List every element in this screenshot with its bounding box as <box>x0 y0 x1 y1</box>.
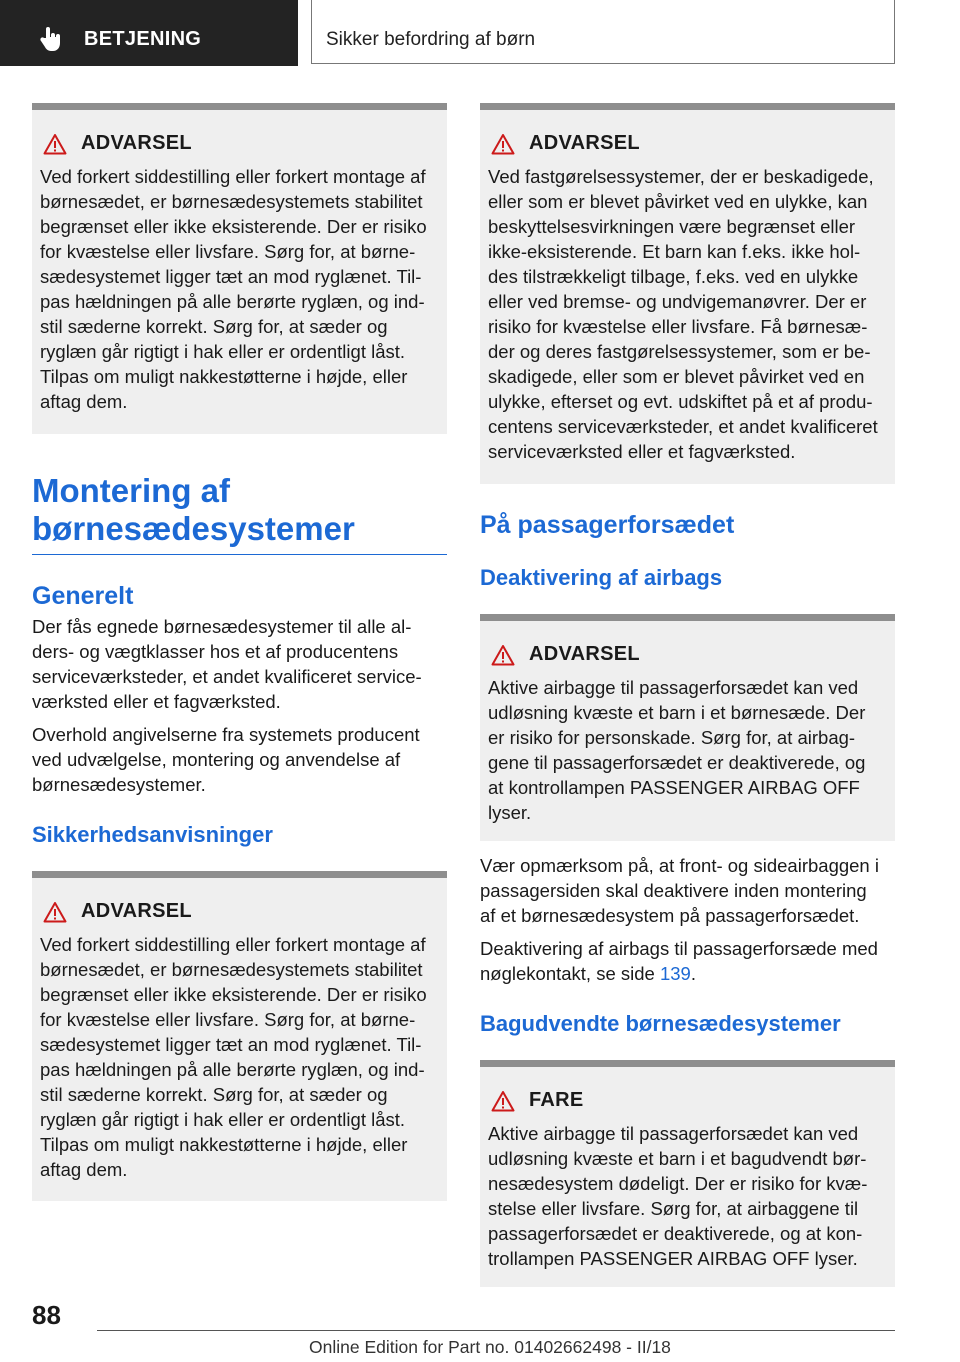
chapter-box <box>311 0 895 64</box>
text-line: stelse eller livsfare. Sørg for, at airbaggene til <box>488 1198 859 1219</box>
text-line: ulykke, efterset og evt. udskiftet på et af produ‐ <box>488 391 873 412</box>
text-line: des tilstrækkeligt tilbage, f.eks. ved en ulykke <box>488 266 859 287</box>
warning-box <box>480 614 895 841</box>
text-line: Ved fastgørelsessystemer, der er beskadigede, <box>488 166 874 187</box>
text-line: Tilpas om muligt nakkestøtterne i højde, eller <box>40 366 408 387</box>
text-line: for kvæstelse eller livsfare. Sørg for, at børne‐ <box>40 1009 416 1030</box>
warning-label: ADVARSEL <box>529 643 640 665</box>
airbag-paragraph <box>480 853 895 928</box>
warning-text <box>488 675 885 825</box>
text-line: begrænset eller ikke eksisterende. Der er risiko <box>40 984 427 1005</box>
text-line: ved udvælgelse, montering og anvendelse af <box>32 749 401 770</box>
text-line: Deaktivering af airbags til passagerforsæde med <box>480 938 878 959</box>
text-line: at kontrollampen PASSENGER AIRBAG OFF <box>488 777 860 798</box>
text-line: børnesædet, er børnesædesystemets stabilitet <box>40 191 423 212</box>
text-line: serviceværksted eller et fagværksted. <box>488 441 796 462</box>
key-switch-paragraph <box>480 936 895 986</box>
text-line: pas hældningen på alle berørte ryglæn, og ind‐ <box>40 291 425 312</box>
chapter-heading-line: børnesædesystemer <box>32 510 355 547</box>
text-line: risiko for kvæstelse eller livsfare. Få børnesæ‐ <box>488 316 868 337</box>
left-column <box>32 103 447 1201</box>
footer-divider <box>97 1330 895 1331</box>
warning-header <box>491 132 885 155</box>
text-line: nesædesystem dødeligt. Der er risiko for kvæ‐ <box>488 1173 868 1194</box>
text-line: begrænset eller ikke eksisterende. Der er risiko <box>40 216 427 237</box>
text-line: ryglæn går rigtigt i hak eller er ordentligt låst. <box>40 341 406 362</box>
text-line: Aktive airbagge til passagerforsædet kan ved <box>488 677 859 698</box>
text-line: for kvæstelse eller livsfare. Sørg for, at børne‐ <box>40 241 416 262</box>
warning-triangle-icon <box>491 133 515 155</box>
warning-triangle-icon <box>491 1090 515 1112</box>
section-tab <box>0 0 298 66</box>
chapter-heading <box>32 472 447 555</box>
danger-text <box>488 1121 885 1271</box>
text-line: udløsning kvæste et barn i et børnesæde. Der <box>488 702 866 723</box>
page-header <box>0 0 960 66</box>
text-line: passagerforsædet er deaktiverede, og at kon‐ <box>488 1223 863 1244</box>
right-column <box>480 103 895 1287</box>
danger-box <box>480 1060 895 1287</box>
edition-note: Online Edition for Part no. 01402662498 - II/18 <box>309 1337 671 1357</box>
section-title: BETJENING <box>84 28 202 50</box>
text-line: Vær opmærksom på, at front- og sideairbaggen i <box>480 855 879 876</box>
warning-triangle-icon <box>491 644 515 666</box>
warning-box <box>480 103 895 484</box>
text-line: ders- og vægtklasser hos et af producentens <box>32 641 399 662</box>
text-fragment: nøglekontakt, se side <box>480 963 660 984</box>
text-line: Der fås egnede børnesædesystemer til alle al‐ <box>32 616 412 637</box>
warning-box <box>32 103 447 434</box>
text-line: pas hældningen på alle berørte ryglæn, og ind‐ <box>40 1059 425 1080</box>
chapter-title: Sikker befordring af børn <box>326 29 536 50</box>
text-line: af et børnesædesystem på passagerforsædet. <box>480 905 860 926</box>
text-line: serviceværksteder, et andet kvalificeret service‐ <box>32 666 422 687</box>
text-fragment: . <box>690 963 696 984</box>
text-line: børnesædesystemer. <box>32 774 206 795</box>
passager-heading: På passagerforsædet <box>480 511 735 539</box>
text-line: aftag dem. <box>40 1159 128 1180</box>
text-line: Overhold angivelserne fra systemets producent <box>32 724 420 745</box>
warning-text <box>488 164 885 464</box>
generelt-paragraph-1 <box>32 614 447 714</box>
text-line: Ved forkert siddestilling eller forkert montage af <box>40 934 426 955</box>
text-line: børnesædet, er børnesædesystemets stabilitet <box>40 959 423 980</box>
text-line: Aktive airbagge til passagerforsædet kan ved <box>488 1123 859 1144</box>
text-line: værksted eller et fagværksted. <box>32 691 281 712</box>
sikkerhed-heading: Sikkerhedsanvisninger <box>32 822 273 847</box>
text-line: aftag dem. <box>40 391 128 412</box>
page-reference-link[interactable]: 139 <box>659 963 691 984</box>
text-line: gene til passagerforsædet er deaktiverede, og <box>488 752 866 773</box>
text-line: ikke-eksisterende. Et barn kan f.eks. ikke hol‐ <box>488 241 861 262</box>
text-line: centens serviceværksteder, et andet kvalificeret <box>488 416 878 437</box>
text-line: eller ved bremse- og undvigemanøvrer. Der er <box>488 291 867 312</box>
text-line: stil sæderne korrekt. Sørg for, at sæder og <box>40 316 388 337</box>
warning-header <box>491 643 885 666</box>
text-line: Tilpas om muligt nakkestøtterne i højde, eller <box>40 1134 408 1155</box>
text-line: Ved forkert siddestilling eller forkert montage af <box>40 166 426 187</box>
text-line <box>480 961 895 986</box>
warning-label: ADVARSEL <box>529 132 640 154</box>
warning-header <box>43 900 437 923</box>
danger-label: FARE <box>529 1089 584 1111</box>
hand-pointer-icon <box>40 26 62 52</box>
bagudvendte-heading: Bagudvendte børnesædesystemer <box>480 1011 841 1036</box>
text-line: sædesystemet ligger tæt an mod ryglænet. Til‐ <box>40 266 422 287</box>
text-line: trollampen PASSENGER AIRBAG OFF lyser. <box>488 1248 858 1269</box>
warning-label: ADVARSEL <box>81 900 192 922</box>
deaktivering-heading: Deaktivering af airbags <box>480 565 723 590</box>
generelt-heading: Generelt <box>32 582 134 610</box>
text-line: passagersiden skal deaktivere inden montering <box>480 880 867 901</box>
warning-text <box>40 164 437 414</box>
chapter-heading-line: Montering af <box>32 472 230 509</box>
warning-label: ADVARSEL <box>81 132 192 154</box>
text-line: stil sæderne korrekt. Sørg for, at sæder og <box>40 1084 388 1105</box>
generelt-paragraph-2 <box>32 722 447 797</box>
text-line: ryglæn går rigtigt i hak eller er ordentligt låst. <box>40 1109 406 1130</box>
text-line: eller som er blevet påvirket ved en ulykke, kan <box>488 191 868 212</box>
text-line: er risiko for personskade. Sørg for, at airbag‐ <box>488 727 856 748</box>
text-line: beskyttelsesvirkningen være begrænset eller <box>488 216 856 237</box>
text-line: udløsning kvæste et barn i et bagudvendt bør‐ <box>488 1148 867 1169</box>
page-number: 88 <box>32 1300 61 1330</box>
warning-box <box>32 871 447 1201</box>
text-line: skadigede, eller som er blevet påvirket ved en <box>488 366 865 387</box>
text-line: der og deres fastgørelsessystemer, som er be‐ <box>488 341 871 362</box>
warning-header <box>43 132 437 155</box>
warning-triangle-icon <box>43 901 67 923</box>
warning-triangle-icon <box>43 133 67 155</box>
text-line: sædesystemet ligger tæt an mod ryglænet. Til‐ <box>40 1034 422 1055</box>
danger-header <box>491 1089 885 1112</box>
text-line: lyser. <box>488 802 532 823</box>
warning-text <box>40 932 437 1182</box>
